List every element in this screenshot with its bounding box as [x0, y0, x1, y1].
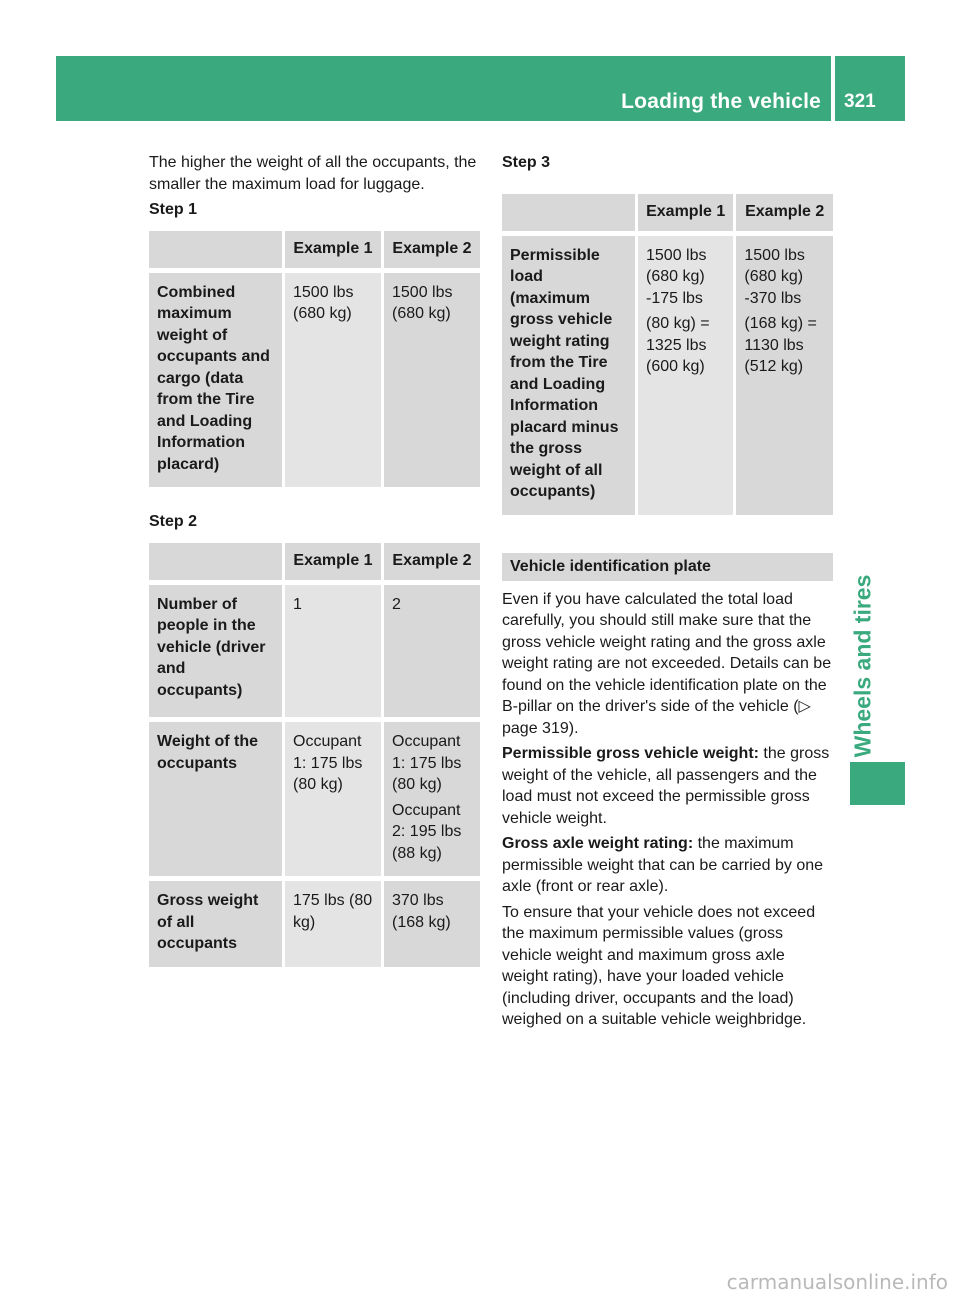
table-header-example1: Example 1 [285, 231, 381, 268]
occupant2-value: Occupant 2: 195 lbs (88 kg) [392, 801, 462, 862]
row-label: Permissible load (maximum gross vehicle weight rating from the Tire and Loading Information placard minus the gross weight of all occupants) [502, 236, 635, 515]
right-column [502, 152, 833, 1035]
paragraph: To ensure that your vehicle does not exceed the maximum permissible values (gross vehicle weight and maximum gross axle weight rating), have your loaded vehicle (including driver, occupants and the load) weighed on a suitable vehicle weighbridge. [502, 903, 816, 1028]
paragraph-text: the maximum permissible weight that can be carried by one axle (front or rear axle). [502, 835, 824, 895]
header-divider [831, 56, 835, 121]
side-tab-label: Wheels and tires [849, 574, 876, 758]
table-header-example1: Example 1 [638, 194, 733, 231]
table-header-example2: Example 2 [736, 194, 833, 231]
page-ref-arrow-icon: ▷ [798, 698, 811, 715]
row-value-example1: 1500 lbs (680 kg) [285, 273, 381, 488]
value-part: (168 kg) = 1130 lbs (512 kg) [744, 315, 817, 375]
row-value-example2: 370 lbs (168 kg) [384, 881, 480, 967]
table-header-blank [149, 543, 282, 580]
table-row [149, 722, 480, 876]
table-header-example2: Example 2 [384, 543, 480, 580]
row-value-example1: 175 lbs (80 kg) [285, 881, 381, 967]
term-bold: Permissible gross vehicle weight: [502, 745, 759, 762]
value-part: 1500 lbs (680 kg) -175 lbs [646, 246, 707, 307]
paragraph-text: Even if you have calculated the total load carefully, you should still make sure that the gross vehicle weight rating and the gross axle weight rating are not exceeded. Details can be found on the vehicle identification plate on the B-pillar on the driver's side of the vehicle ( [502, 590, 832, 715]
row-label: Gross weight of all occupants [149, 881, 282, 967]
value-part: (80 kg) = 1325 lbs (600 kg) [646, 315, 710, 375]
table-header-blank [502, 194, 635, 231]
table-header-example2: Example 2 [384, 231, 480, 268]
intro-text: The higher the weight of all the occupants, the smaller the maximum load for luggage. [149, 154, 477, 193]
page-title: Loading the vehicle [621, 90, 821, 113]
row-label: Combined maximum weight of occupants and cargo (data from the Tire and Loading Information placard) [149, 273, 282, 488]
table-header-example1: Example 1 [285, 543, 381, 580]
step3-heading: Step 3 [502, 154, 551, 171]
value-part: 1500 lbs (680 kg) -370 lbs [744, 246, 805, 307]
watermark: carmanualsonline.info [726, 1270, 948, 1294]
row-label: Number of people in the vehicle (driver and occupants) [149, 585, 282, 718]
term-bold: Gross axle weight rating: [502, 835, 694, 852]
paragraph [502, 743, 833, 829]
left-column [149, 152, 480, 967]
table-row [149, 585, 480, 718]
table-header-blank [149, 231, 282, 268]
row-value-example2 [736, 236, 833, 515]
paragraph [502, 589, 833, 740]
page-reference-link[interactable]: page 319). [502, 719, 579, 737]
row-value-example2 [384, 722, 480, 876]
step2-heading: Step 2 [149, 513, 198, 530]
row-value-example2: 2 [384, 585, 480, 718]
step1-table [146, 231, 483, 488]
step3-table [499, 194, 836, 515]
table-row [149, 273, 480, 488]
row-value-example1: Occupant 1: 175 lbs (80 kg) [285, 722, 381, 876]
table-row [149, 881, 480, 967]
paragraph-text: the gross weight of the vehicle, all passengers and the load must not exceed the permissible gross vehicle weight. [502, 745, 830, 827]
paragraph [502, 833, 833, 898]
row-label: Weight of the occupants [149, 722, 282, 876]
side-tab [838, 574, 888, 758]
section-heading: Vehicle identification plate [502, 553, 833, 581]
row-value-example1 [638, 236, 733, 515]
page-number: 321 [844, 91, 876, 112]
side-tab-block [850, 762, 905, 805]
table-row [502, 236, 833, 515]
row-value-example2: 1500 lbs (680 kg) [384, 273, 480, 488]
header-bar [56, 56, 905, 121]
step2-table [146, 543, 483, 967]
step1-heading: Step 1 [149, 201, 198, 218]
row-value-example1: 1 [285, 585, 381, 718]
occupant1-value: Occupant 1: 175 lbs (80 kg) [392, 733, 462, 793]
